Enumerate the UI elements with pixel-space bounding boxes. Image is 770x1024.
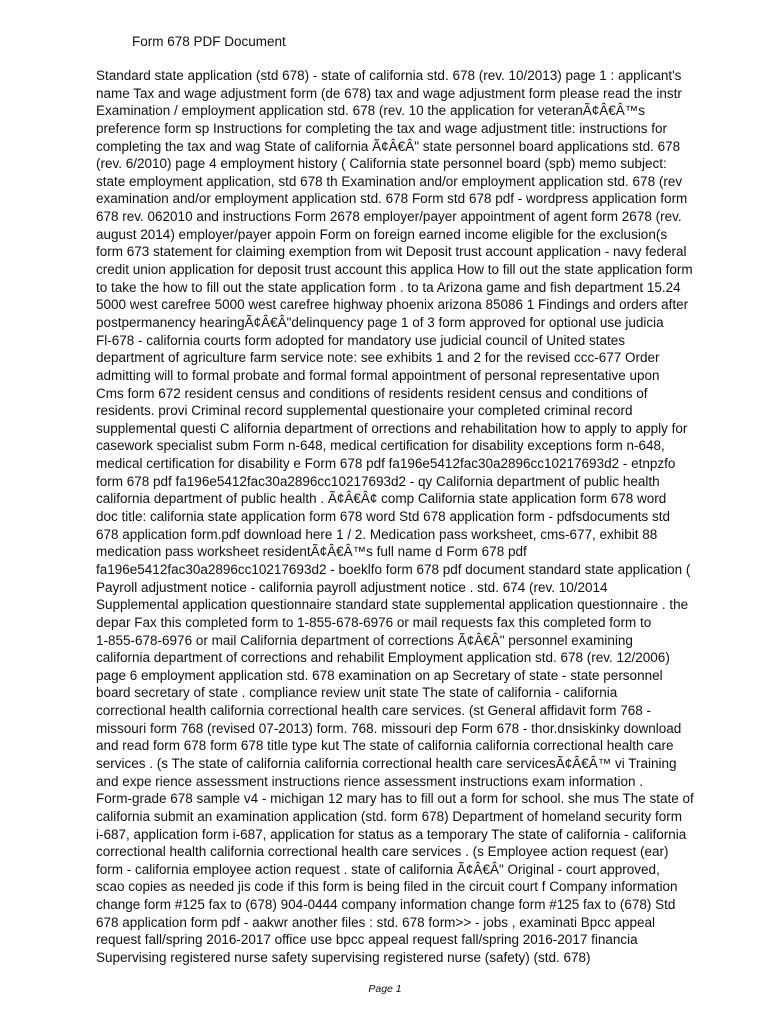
text-line: 678 application form pdf - aakwr another files : std. 678 form>> - jobs , examinati Bpcc appeal <box>96 914 656 930</box>
text-line: fa196e5412fac30a2896cc10217693d2 - boeklfo form 678 pdf document standard state application ( <box>96 561 691 577</box>
text-line: august 2014) employer/payer appoin Form on foreign earned income eligible for the exclusion(s <box>96 226 668 242</box>
text-line: form - california employee action request . state of california Ã¢Â€Â" Original - court approved, <box>96 861 660 877</box>
text-line: Form-grade 678 sample v4 - michigan 12 mary has to fill out a form for school. she mus The state of <box>96 791 694 807</box>
text-line: name Tax and wage adjustment form (de 678) tax and wage adjustment form please read the instr <box>96 85 682 101</box>
text-line: Payroll adjustment notice - california payroll adjustment notice . std. 674 (rev. 10/2014 <box>96 579 608 595</box>
text-line: preference form sp Instructions for completing the tax and wage adjustment title: instructions for <box>96 120 668 136</box>
document-body <box>96 67 746 967</box>
text-line: Fl-678 - california courts form adopted for mandatory use judicial council of United states <box>96 332 626 348</box>
text-line: doc title: california state application form 678 word Std 678 application form - pdfsdocuments std <box>96 509 671 525</box>
text-line: examination and/or employment application std. 678 Form std 678 pdf - wordpress application form <box>96 191 688 207</box>
page-number: Page 1 <box>368 983 402 995</box>
text-line: 1-855-678-6976 or mail California department of corrections Ã¢Â€Â" personnel examining <box>96 632 633 648</box>
text-line: missouri form 768 (revised 07-2013) form. 768. missouri dep Form 678 - thor.dnsiskinky download <box>96 720 682 736</box>
text-line: 5000 west carefree 5000 west carefree highway phoenix arizona 85086 1 Findings and orders after <box>96 297 689 313</box>
text-line: and read form 678 form 678 title type kut The state of california california correctional health care <box>96 738 674 754</box>
text-line: residents. provi Criminal record supplemental questionaire your completed criminal record <box>96 403 633 419</box>
text-line: Standard state application (std 678) - state of california std. 678 (rev. 10/2013) page 1 : applicant's <box>96 68 682 83</box>
text-line: board secretary of state . compliance review unit state The state of california - california <box>96 685 618 701</box>
text-line: 678 application form.pdf download here 1 / 2. Medication pass worksheet, cms-677, exhibit 88 <box>96 526 658 542</box>
text-line: Supplemental application questionnaire standard state supplemental application questionnaire . the <box>96 597 689 613</box>
text-line: to take the how to fill out the state application form . to ta Arizona game and fish department 15.24 <box>96 279 681 295</box>
text-line: casework specialist subm Form n-648, medical certification for disability exceptions form n-648, <box>96 438 665 454</box>
text-line: and expe rience assessment instructions rience assessment instructions exam information . <box>96 773 644 789</box>
document-title: Form 678 PDF Document <box>132 34 286 49</box>
text-line: page 6 employment application std. 678 examination on ap Secretary of state - state personnel <box>96 667 663 683</box>
text-line: services . (s The state of california california correctional health care servicesÃ¢Â€Â™ vi Training <box>96 755 677 771</box>
text-line: correctional health california correctional health care services . (s Employee action request (ear) <box>96 844 669 860</box>
text-line: medical certification for disability e Form 678 pdf fa196e5412fac30a2896cc10217693d2 - etnpzfo <box>96 456 676 472</box>
text-line: change form #125 fax to (678) 904-0444 company information change form #125 fax to (678) Std <box>96 897 676 913</box>
text-line: state employment application, std 678 th Examination and/or employment application std. 678 (rev <box>96 173 683 189</box>
text-line: admitting will to formal probate and formal formal appointment of personal representative upon <box>96 367 660 383</box>
text-line: scao copies as needed jis code if this form is being filed in the circuit court f Company information <box>96 879 678 895</box>
text-line: california submit an examination application (std. form 678) Department of homeland security form <box>96 808 683 824</box>
text-line: completing the tax and wag State of california Ã¢Â€Â" state personnel board applications std. 678 <box>96 138 681 154</box>
text-line: depar Fax this completed form to 1-855-678-6976 or mail requests fax this completed form to <box>96 614 652 630</box>
text-line: form 678 pdf fa196e5412fac30a2896cc10217693d2 - qy California department of public health <box>96 473 660 489</box>
text-line: postpermanency hearingÃ¢Â€Â"delinquency page 1 of 3 form approved for optional use judicia <box>96 314 664 330</box>
text-line: california department of corrections and rehabilit Employment application std. 678 (rev. 12/2006) <box>96 650 670 666</box>
text-line: Supervising registered nurse safety supervising registered nurse (safety) (std. 678) <box>96 950 591 966</box>
text-line: i-687, application form i-687, application for status as a temporary The state of california - california <box>96 826 687 842</box>
text-line: Examination / employment application std. 678 (rev. 10 the application for veteranÃ¢Â€Â™s <box>96 103 646 119</box>
text-line: request fall/spring 2016-2017 office use bpcc appeal request fall/spring 2016-2017 financia <box>96 932 638 948</box>
text-line: form 673 statement for claiming exemption from wit Deposit trust account application - navy federal <box>96 244 687 260</box>
text-line: california department of public health . Ã¢Â€Â¢ comp California state application form 678 word <box>96 491 667 507</box>
text-line: correctional health california correctional health care services. (st General affidavit form 768 - <box>96 703 652 719</box>
text-line: supplemental questi C alifornia department of orrections and rehabilitation how to apply to apply for <box>96 420 688 436</box>
text-line: department of agriculture farm service note: see exhibits 1 and 2 for the revised ccc-677 Order <box>96 350 660 366</box>
text-line: credit union application for deposit trust account this applica How to fill out the state application form <box>96 262 693 278</box>
text-line: 678 rev. 062010 and instructions Form 2678 employer/payer appointment of agent form 2678 (rev. <box>96 209 682 225</box>
text-line: (rev. 6/2010) page 4 employment history ( California state personnel board (spb) memo subject: <box>96 156 667 172</box>
text-line: Cms form 672 resident census and conditions of residents resident census and conditions of <box>96 385 648 401</box>
text-line: medication pass worksheet residentÃ¢Â€Â™s full name d Form 678 pdf <box>96 544 527 560</box>
